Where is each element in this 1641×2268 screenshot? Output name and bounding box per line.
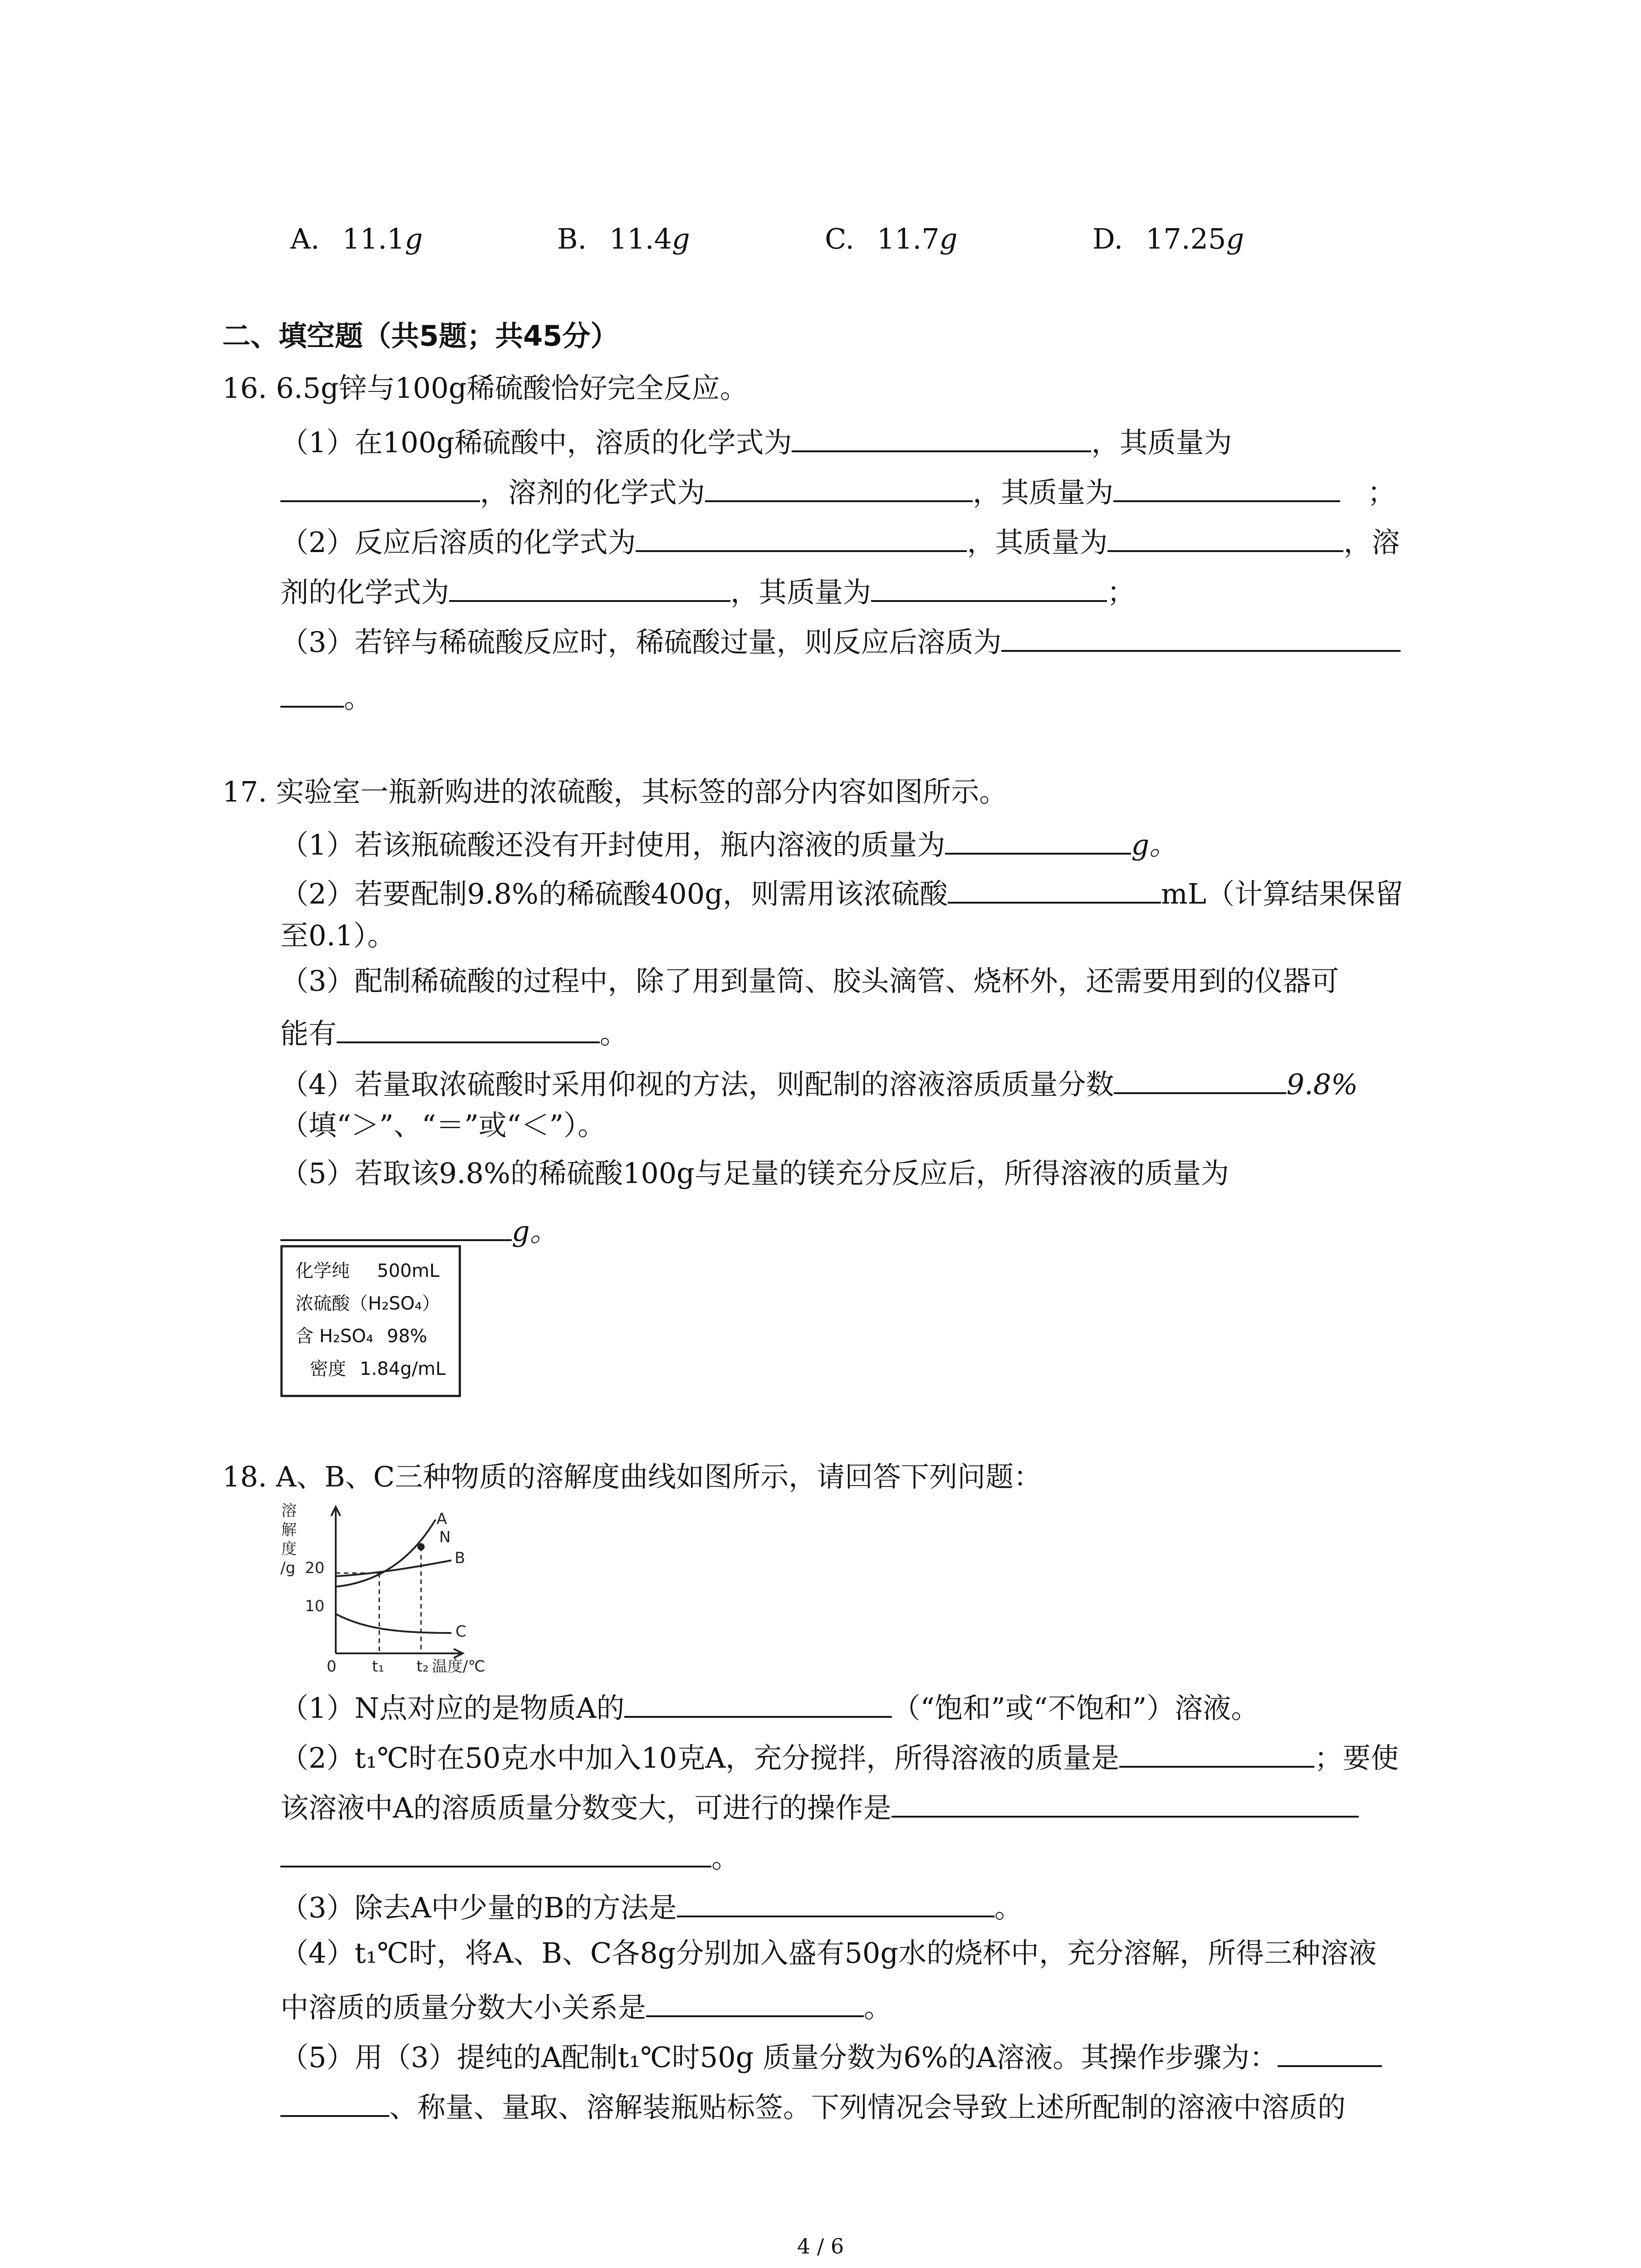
q18-p3-text: （3）除去A中少量的B的方法是 [280,1891,677,1924]
q18-line4 [280,1839,740,1872]
q17-stem: 17. 实验室一瓶新购进的浓硫酸，其标签的部分内容如图所示。 [222,775,1008,808]
q18-p5-text2: 、称量、量取、溶解装瓶贴标签。下列情况会导致上述所配制的溶液中溶质的 [389,2091,1346,2124]
graph-tick-t2: t₂ [416,1657,429,1676]
q16-p1-text5: ； [1367,476,1396,509]
answer-blank[interactable] [337,1015,600,1043]
option-d [1092,222,1244,255]
section-heading: 二、填空题（共5题；共45分） [222,319,619,352]
q18-line2 [280,1740,1399,1772]
answer-blank[interactable] [280,1213,512,1241]
answer-blank[interactable] [1001,624,1401,652]
q16-line1 [280,424,1232,457]
q18-p2-text3: 该溶液中A的溶质质量分数变大，可进行的操作是 [280,1791,892,1824]
answer-blank[interactable] [1113,474,1340,502]
label-line [295,1256,440,1282]
graph-label-n: N [439,1528,451,1546]
graph-label-b: B [455,1549,465,1567]
label-text: 密度 [310,1359,346,1379]
graph-ylabel: 溶 [281,1502,297,1520]
q16-p3-text: （3）若锌与稀硫酸反应时，稀硫酸过量，则反应后溶质为 [280,626,1002,659]
q17-line7: （填“＞”、“＝”或“＜”）。 [280,1109,606,1142]
answer-blank[interactable] [1107,524,1343,552]
q16-line6 [280,679,372,712]
q16-p1-text3: ，溶剂的化学式为 [480,476,705,509]
option-letter: B. [557,222,587,255]
graph-label-c: C [456,1623,466,1641]
answer-blank[interactable] [705,474,973,502]
graph-tick-y10: 10 [305,1597,325,1615]
answer-blank[interactable] [945,826,1131,855]
q18-p2-text: （2）t₁℃时在50克水中加入10克A，充分搅拌，所得溶液的质量是 [280,1741,1120,1774]
q18-p1-text: （1）N点对应的是物质A的 [280,1691,625,1725]
graph-ylabel: 度 [281,1540,297,1558]
q17-line6 [280,1066,1358,1099]
q16-p2-text3: ，溶 [1343,526,1400,559]
answer-blank[interactable] [280,474,480,502]
page-number: 4 / 6 [797,2234,844,2258]
graph-ylabel: 解 [281,1521,297,1539]
label-line [310,1354,446,1380]
q18-line3 [280,1789,1359,1822]
curve-a [336,1520,436,1587]
q17-line3: 至0.1）。 [280,919,396,952]
q16-p2-text: （2）反应后溶质的化学式为 [280,526,636,559]
option-unit: g [672,222,690,255]
q16-p2-text6: ； [1107,576,1136,609]
label-text: 500mL [377,1261,440,1281]
q16-p2-text2: ，其质量为 [967,526,1108,559]
answer-blank[interactable] [892,1789,1359,1818]
option-letter: D. [1092,222,1123,255]
option-unit: g [1226,222,1244,255]
q18-line6: （4）t₁℃时，将A、B、C各8g分别加入盛有50g水的烧杯中，充分溶解，所得三种溶液 [280,1936,1377,1970]
answer-blank[interactable] [792,424,1091,452]
label-text: 1.84g/mL [360,1359,446,1379]
option-b [557,222,690,255]
q18-p3-text2: 。 [994,1891,1023,1924]
option-letter: C. [825,222,854,255]
answer-blank[interactable] [280,2089,389,2117]
graph-tick-y20: 20 [305,1559,325,1577]
q16-p2-text4: 剂的化学式为 [280,576,450,609]
q18-p1-text2: （“饱和”或“不饱和”）溶液。 [892,1691,1259,1725]
q17-p2-text2: mL（计算结果保留 [1161,877,1403,910]
option-unit: g [405,222,423,255]
q17-p3-text3: 。 [600,1017,628,1050]
q16-p1-text2: ，其质量为 [1091,426,1232,459]
answer-blank[interactable] [280,1839,711,1867]
q18-line7 [280,1989,892,2022]
q16-p2-text5: ，其质量为 [730,576,872,609]
option-value: 11.4 [609,222,672,255]
answer-blank[interactable] [646,1989,864,2017]
q16-line4 [280,574,1136,609]
q18-line1 [280,1690,1259,1725]
answer-blank[interactable] [624,1690,892,1718]
answer-blank[interactable] [449,574,730,602]
option-a [290,222,423,255]
curve-b [336,1560,451,1576]
label-line [295,1322,427,1348]
q16-line3 [280,524,1400,557]
q17-p5-unit: g。 [512,1215,558,1248]
q17-p4-value: 9.8% [1286,1068,1358,1101]
q18-p4-text3: 。 [864,1991,892,2024]
answer-blank[interactable] [871,574,1107,602]
q16-stem: 16. 6.5g锌与100g稀硫酸恰好完全反应。 [222,371,748,405]
q16-p3-text2: 。 [344,681,372,714]
answer-blank[interactable] [636,524,967,552]
q17-line2 [280,875,1403,908]
label-text: 含 H₂SO₄ [295,1326,373,1347]
q16-p1-text: （1）在100g稀硫酸中，溶质的化学式为 [280,426,792,459]
q17-p1-text: （1）若该瓶硫酸还没有开封使用，瓶内溶液的质量为 [280,828,945,861]
q18-line5 [280,1889,1023,1922]
curve-c [336,1614,451,1633]
answer-blank[interactable] [1114,1066,1286,1094]
option-value: 11.7 [877,222,940,255]
graph-ylabel: /g [280,1559,296,1577]
q17-line5 [280,1015,628,1048]
q18-p5-text: （5）用（3）提纯的A配制t₁℃时50g 质量分数为6%的A溶液。其操作步骤为： [280,2041,1278,2074]
q16-line2 [280,474,1396,507]
q17-line1 [280,826,1177,859]
label-text: 98% [387,1326,427,1347]
q16-line5 [280,624,1401,659]
q17-p2-text: （2）若要配制9.8%的稀硫酸400g，则需用该浓硫酸 [280,877,948,910]
option-value: 17.25 [1145,222,1226,255]
option-value: 11.1 [342,222,405,255]
q18-stem: 18. A、B、C三种物质的溶解度曲线如图所示，请回答下列问题： [222,1460,1042,1493]
acid-label [280,1245,461,1397]
q17-p1-unit: g。 [1131,828,1178,861]
label-text: 化学纯 [295,1261,350,1281]
q17-line9 [280,1213,558,1246]
option-c [825,222,957,255]
graph-tick-t1: t₁ [372,1657,384,1676]
q18-p2-text2: ；要使 [1314,1741,1399,1774]
q17-line8: （5）若取该9.8%的稀硫酸100g与足量的镁充分反应后，所得溶液的质量为 [280,1157,1229,1190]
q18-line9 [280,2089,1346,2124]
q18-p4-text2: 中溶质的质量分数大小关系是 [280,1991,647,2024]
answer-blank[interactable] [677,1889,994,1917]
graph-xlabel: 温度/℃ [432,1657,485,1676]
q16-p1-text4: ，其质量为 [973,476,1114,509]
answer-blank[interactable] [1278,2039,1382,2067]
q18-line8 [280,2039,1382,2072]
q18-p2-text4: 。 [711,1841,740,1874]
answer-blank[interactable] [1119,1740,1314,1768]
q17-line4: （3）配制稀硫酸的过程中，除了用到量筒、胶头滴管、烧杯外，还需要用到的仪器可 [280,964,1339,997]
graph-origin: 0 [327,1657,337,1676]
answer-blank[interactable] [948,875,1161,904]
q17-p3-text2: 能有 [280,1017,337,1050]
graph-label-a: A [436,1510,447,1528]
label-line: 浓硫酸（H₂SO₄） [295,1293,441,1314]
point-n [417,1543,425,1550]
option-unit: g [939,222,958,255]
option-letter: A. [290,222,320,255]
solubility-graph [272,1497,526,1687]
answer-blank[interactable] [280,679,344,708]
q17-p4-text: （4）若量取浓硫酸时采用仰视的方法，则配制的溶液溶质质量分数 [280,1068,1114,1101]
